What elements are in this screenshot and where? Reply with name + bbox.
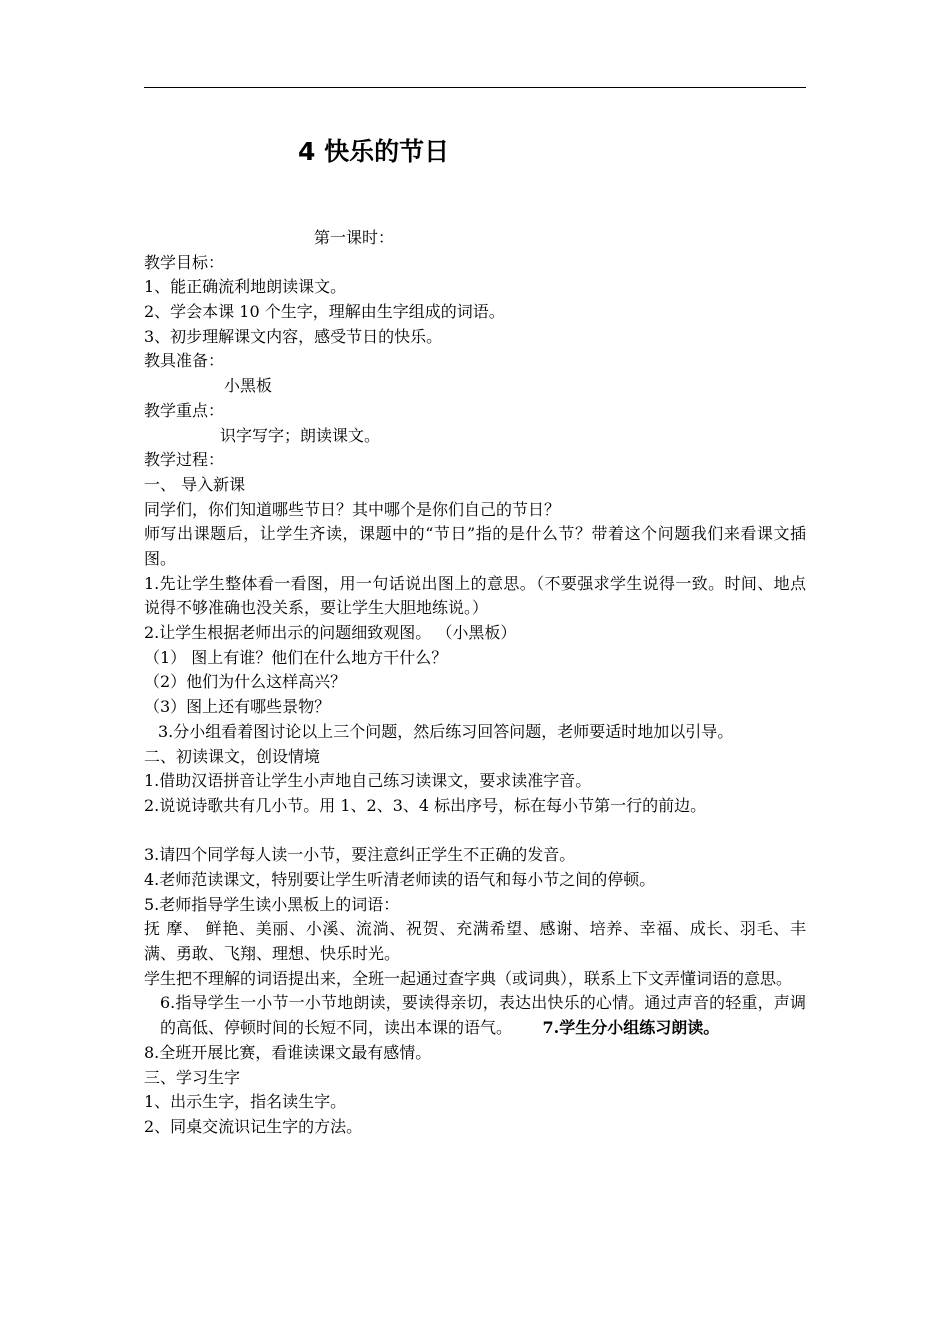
paragraph: 1.借助汉语拼音让学生小声地自己练习读课文，要求读准字音。 [144,771,592,791]
paragraph: 1、出示生字，指名读生字。 [144,1092,347,1112]
paragraph: 4.老师范读课文，特别要让学生听清老师读的语气和每小节之间的停顿。 [144,869,656,889]
paragraph: 5.老师指导学生读小黑板上的词语： [144,894,400,914]
bold-step-text: 7.学生分小组练习朗读。 [542,1018,720,1038]
blank-line [144,819,806,844]
question-item: （3）图上还有哪些景物？ [144,697,331,717]
step-heading: 二、初读课文，创设情境 [144,746,321,766]
materials-text: 小黑板 [224,376,273,396]
paragraph: 3.分小组看着图讨论以上三个问题，然后练习回答问题，老师要适时地加以引导。 [158,721,734,741]
header-rule [144,87,806,88]
paragraph: 3.请四个同学每人读一小节，要注意纠正学生不正确的发音。 [144,845,576,865]
paragraph: 1.先让学生整体看一看图，用一句话说出图上的意思。（不要强求学生说得一致。时间、地点说得不够准确也没关系，要让学生大胆地练说。） [144,573,806,618]
paragraph: 2、同桌交流识记生字的方法。 [144,1116,363,1136]
paragraph: 师写出课题后，让学生齐读，课题中的“节日”指的是什么节？带着这个问题我们来看课文插图。 [144,524,806,568]
goal-item: 2、学会本课 10 个生字，理解由生字组成的词语。 [144,302,505,322]
question-item: （2）他们为什么这样高兴？ [144,672,347,692]
goal-item: 3、初步理解课文内容，感受节日的快乐。 [144,326,443,346]
paragraph: 2.说说诗歌共有几小节。用 1、2、3、4 标出序号，标在每小节第一行的前边。 [144,795,707,815]
paragraph: 2.让学生根据老师出示的问题细致观图。 （小黑板） [144,623,517,643]
section-heading-focus: 教学重点： [144,400,225,420]
paragraph: 学生把不理解的词语提出来，全班一起通过查字典（或词典），联系上下文弄懂词语的意思。 [144,968,793,988]
step-heading: 三、学习生字 [144,1067,241,1087]
page-title: 4 快乐的节日 [298,137,450,166]
paragraph [144,991,806,1040]
step-heading: 一、 导入新课 [144,474,246,494]
paragraph-text: 6.指导学生一小节一小节地朗读，要读得亲切，表达出快乐的心情。通过声音的轻重，声调的高低、停顿时间的长短不同，读出本课的语气。 [160,993,806,1038]
lesson-heading: 第一课时： [314,228,395,247]
section-heading-process: 教学过程： [144,450,225,470]
focus-text: 识字写字；朗读课文。 [220,425,381,445]
vocabulary-list: 抚 摩、 鲜艳、美丽、小溪、流淌、祝贺、充满希望、感谢、培养、幸福、成长、羽毛、丰满、勇敢、飞翔、理想、快乐时光。 [144,919,806,964]
section-heading-materials: 教具准备： [144,351,225,371]
document-body [144,226,806,1140]
goal-item: 1、能正确流利地朗读课文。 [144,277,347,297]
paragraph: 同学们，你们知道哪些节日？其中哪个是你们自己的节日？ [144,499,561,519]
paragraph: 8.全班开展比赛，看谁读课文最有感情。 [144,1042,432,1062]
question-item: （1） 图上有谁？他们在什么地方干什么？ [144,647,448,667]
section-heading-goals: 教学目标： [144,252,225,272]
